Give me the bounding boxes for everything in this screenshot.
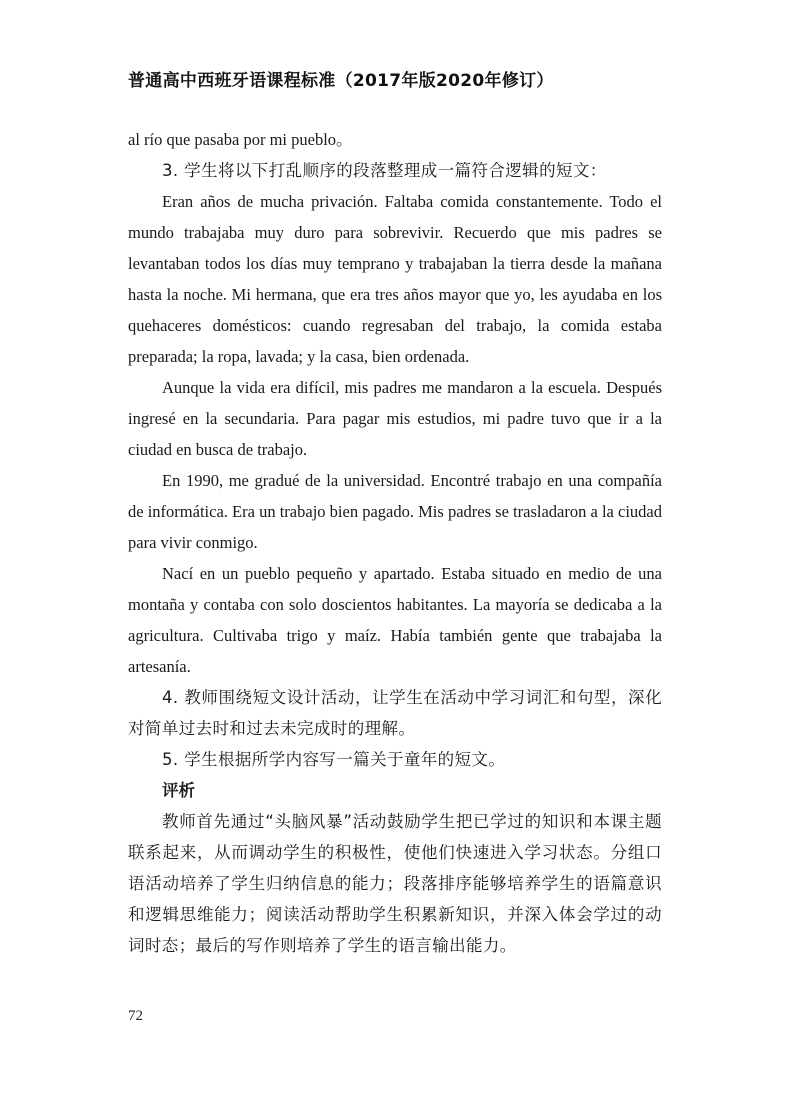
evaluation-paragraph: 教师首先通过“头脑风暴”活动鼓励学生把已学过的知识和本课主题联系起来，从而调动学生的积极性，使他们快速进入学习状态。分组口语活动培养了学生归纳信息的能力；段落排序能够培养学生的语篇意识和逻辑思维能力；阅读活动帮助学生积累新知识，并深入体会学过的动词时态；最后的写作则培养了学生的语言输出能力。 [128,812,662,955]
spanish-paragraph-2: Aunque la vida era difícil, mis padres me mandaron a la escuela. Después ingresé en la secundaria. Para pagar mis estudios, mi padre tuvo que ir a la ciudad en busca de trabajo. [128,378,662,459]
spanish-paragraph-3: En 1990, me gradué de la universidad. Encontré trabajo en una compañía de informática. Era un trabajo bien pagado. Mis padres se trasladaron a la ciudad para vivir conmigo. [128,471,662,552]
step-3-instruction: 3. 学生将以下打乱顺序的段落整理成一篇符合逻辑的短文： [162,161,607,180]
running-header: 普通高中西班牙语课程标准（2017年版2020年修订） [128,71,554,91]
step-4-instruction: 4. 教师围绕短文设计活动，让学生在活动中学习词汇和句型，深化对简单过去时和过去未完成时的理解。 [128,688,662,738]
page-body [128,124,662,961]
page-number: 72 [128,1008,143,1024]
evaluation-heading: 评析 [162,781,195,800]
spanish-paragraph-4: Nací en un pueblo pequeño y apartado. Estaba situado en medio de una montaña y contaba con solo doscientos habitantes. La mayoría se dedicaba a la agricultura. Cultivaba trigo y maíz. Había también gente que trabajaba la artesanía. [128,564,662,676]
step-5-instruction: 5. 学生根据所学内容写一篇关于童年的短文。 [162,750,506,769]
spanish-paragraph-1: Eran años de mucha privación. Faltaba comida constantemente. Todo el mundo trabajaba muy duro para sobrevivir. Recuerdo que mis padres se levantaban todos los días muy temprano y trabajaban la tierra desde la mañana hasta la noche. Mi hermana, que era tres años mayor que yo, les ayudaba en los quehaceres domésticos: cuando regresaban del trabajo, la comida estaba preparada; la ropa, lavada; y la casa, bien ordenada. [128,192,662,366]
carryover-line: al río que pasaba por mi pueblo。 [128,130,353,149]
